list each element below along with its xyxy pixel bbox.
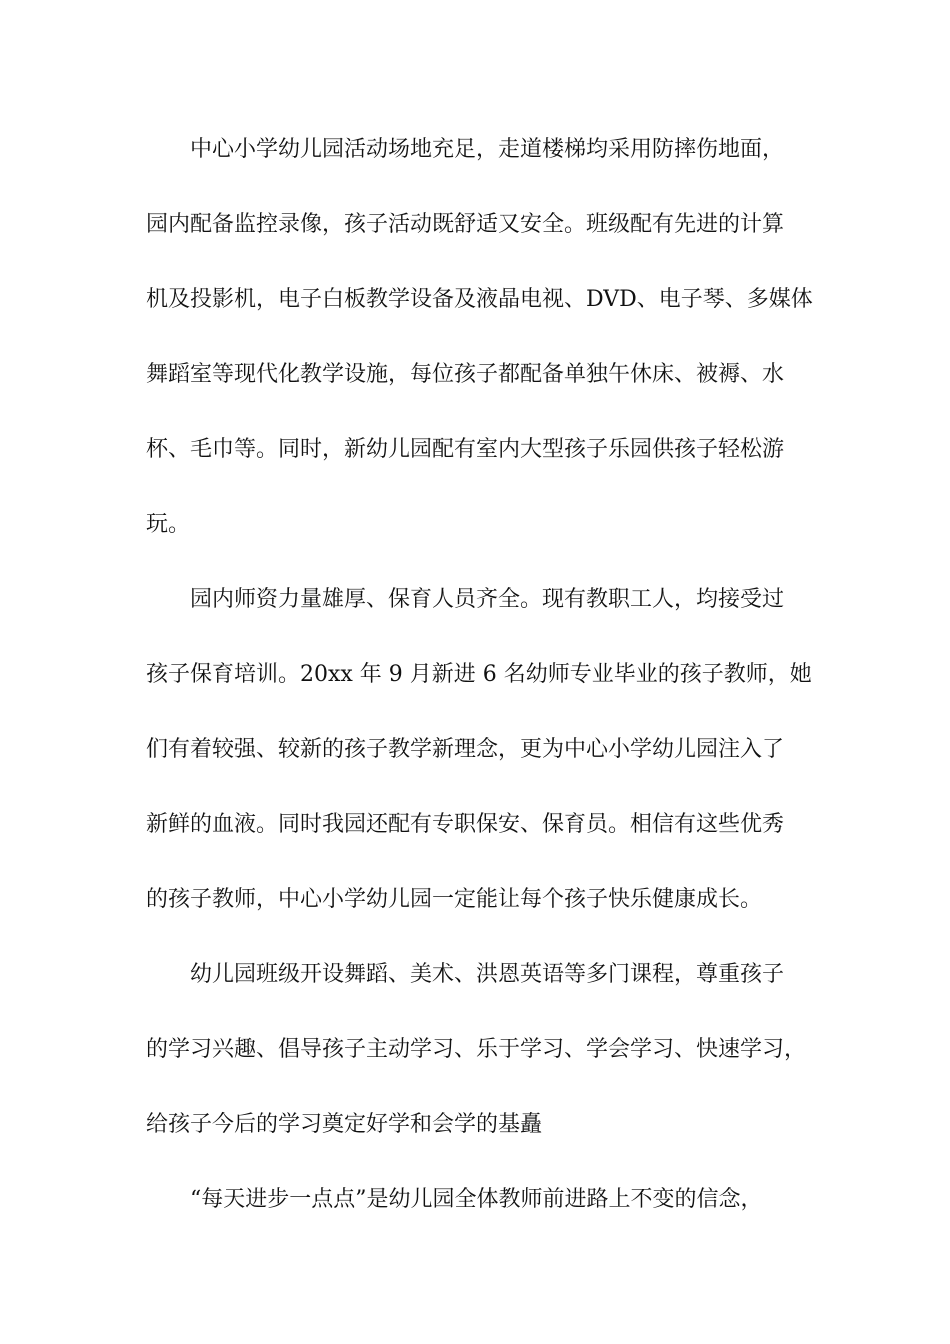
paragraph-1-line-3: 机及投影机，电子白板教学设备及液晶电视、DVD、电子琴、多媒体 — [146, 287, 813, 312]
paragraph-3-line-2: 的学习兴趣、倡导孩子主动学习、乐于学习、学会学习、快速学习， — [146, 1037, 807, 1062]
paragraph-2-line-2: 孩子保育培训。20xx 年 9 月新进 6 名幼师专业毕业的孩子教师，她 — [146, 662, 812, 687]
paragraph-2-line-1: 园内师资力量雄厚、保育人员齐全。现有教职工人，均接受过 — [190, 587, 785, 612]
document-body — [146, 128, 816, 1253]
paragraph-1-line-4: 舞蹈室等现代化教学设施，每位孩子都配备单独午休床、被褥、水 — [146, 362, 785, 387]
paragraph-2-line-3: 们有着较强、较新的孩子教学新理念，更为中心小学幼儿园注入了 — [146, 737, 785, 762]
paragraph-1-line-2: 园内配备监控录像，孩子活动既舒适又安全。班级配有先进的计算 — [146, 212, 785, 237]
paragraph-4-line-1: “每天进步一点点”是幼儿园全体教师前进路上不变的信念， — [190, 1187, 763, 1212]
paragraph-3-line-3: 给孩子今后的学习奠定好学和会学的基矗 — [146, 1112, 543, 1137]
paragraph-1-line-1: 中心小学幼儿园活动场地充足，走道楼梯均采用防摔伤地面， — [190, 137, 785, 162]
paragraph-1-line-6: 玩。 — [146, 512, 191, 537]
paragraph-1-line-5: 杯、毛巾等。同时，新幼儿园配有室内大型孩子乐园供孩子轻松游 — [146, 437, 785, 462]
paragraph-3-line-1: 幼儿园班级开设舞蹈、美术、洪恩英语等多门课程，尊重孩子 — [190, 962, 785, 987]
paragraph-2-line-5: 的孩子教师，中心小学幼儿园一定能让每个孩子快乐健康成长。 — [146, 887, 763, 912]
paragraph-2-line-4: 新鲜的血液。同时我园还配有专职保安、保育员。相信有这些优秀 — [146, 812, 785, 837]
